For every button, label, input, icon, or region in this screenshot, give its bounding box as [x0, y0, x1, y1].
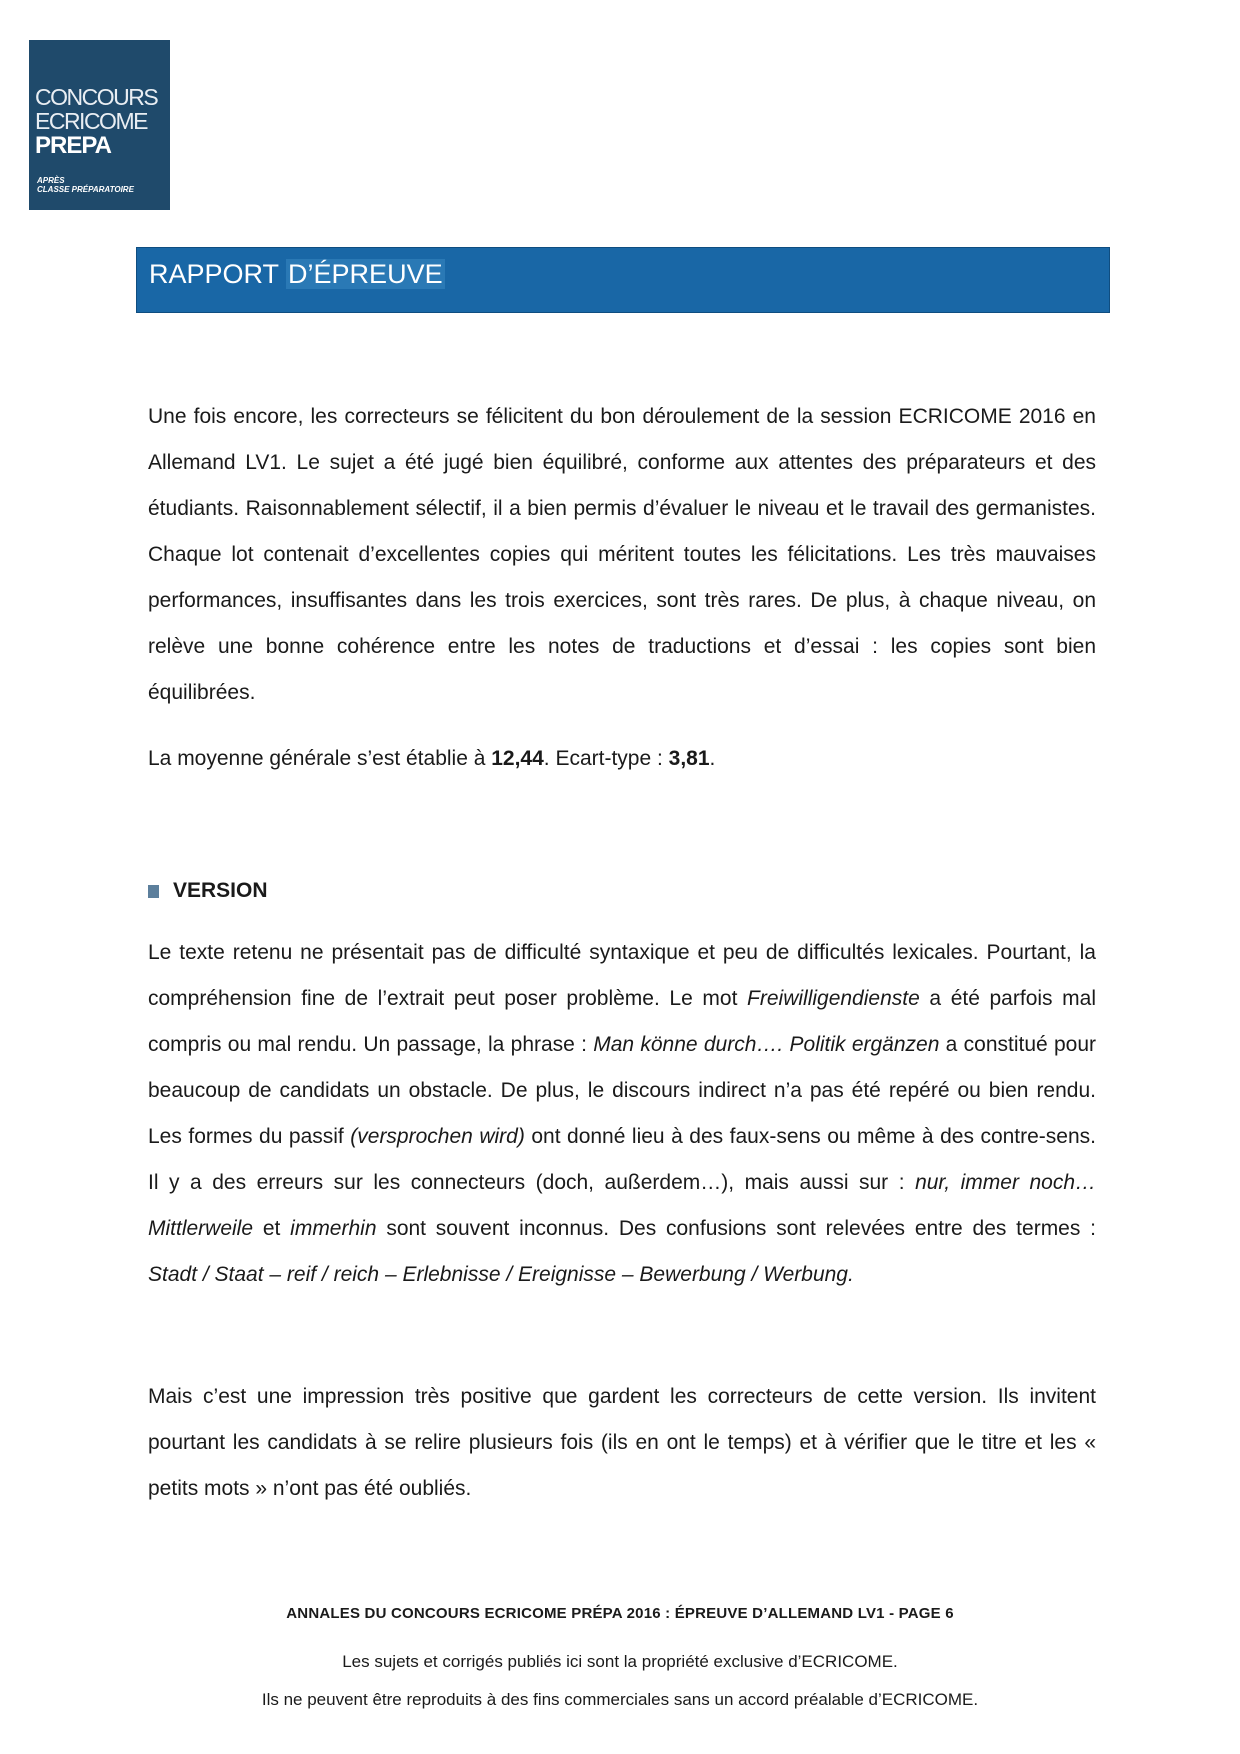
intro-paragraph: Une fois encore, les correcteurs se félicitent du bon déroulement de la session ECRICOME 2016 en Allemand LV1. Le sujet a été jugé bien équilibré, conforme aux attentes des préparateurs et des étudiants. Raisonnablement sélectif, il a bien permis d’évaluer le niveau et le travail des germanistes. Chaque lot contenait d’excellentes copies qui méritent toutes les félicitations. Les très mauvaises performances, insuffisantes dans les trois exercices, sont très rares. De plus, à chaque niveau, on relève une bonne cohérence entre les notes de traductions et d’essai : les copies sont bien équilibrées. — [148, 405, 1096, 704]
version-text-k: sont souvent inconnus. Des confusions sont relevées entre des termes : — [376, 1217, 1096, 1240]
conclusion-paragraph: Mais c’est une impression très positive que gardent les correcteurs de cette version. Ils invitent pourtant les candidats à se relire plusieurs fois (ils en ont le temps) et à vérifier que le titre et les « petits mots » n’ont pas été oubliés. — [148, 1385, 1096, 1500]
statistics-paragraph — [148, 736, 1096, 782]
section-heading-version — [148, 877, 268, 905]
footer-page-info: ANNALES DU CONCOURS ECRICOME PRÉPA 2016 : ÉPREUVE D’ALLEMAND LV1 - PAGE 6 — [286, 1605, 954, 1622]
mean-score: 12,44 — [491, 747, 544, 770]
logo-line-ecricome: ECRICOME — [35, 108, 147, 134]
version-text-c: a été parfois mal compris ou mal rendu. Un passage, la phrase : — [148, 987, 1096, 1056]
page-title — [149, 257, 445, 291]
square-bullet-icon — [148, 885, 159, 898]
footer-reproduction-notice: Ils ne peuvent être reproduits à des fins commerciales sans un accord préalable d’ECRICOME. — [261, 1690, 979, 1709]
title-part-epreuve: D’ÉPREUVE — [288, 259, 443, 289]
logo-line-prepa: PREPA — [35, 132, 111, 159]
stats-text-2: . Ecart-type : — [543, 747, 669, 770]
version-text-g: ont donné lieu à des faux-sens ou même à des contre-sens. Il y a des erreurs sur les connecteurs (doch, außerdem…), mais aussi sur : — [148, 1125, 1096, 1194]
standard-deviation: 3,81 — [668, 747, 710, 770]
version-term-freiwilligendienste: Freiwilligendienste — [747, 987, 920, 1010]
stats-text-3: . — [709, 747, 716, 770]
logo-line-concours: CONCOURS — [35, 84, 158, 110]
version-term-connecteurs: nur, immer noch… Mittlerweile — [148, 1171, 1096, 1240]
report-title-banner — [136, 247, 1110, 313]
ecricome-logo — [29, 40, 170, 210]
version-term-immerhin: immerhin — [290, 1217, 377, 1240]
version-phrase-politik: Man könne durch…. Politik ergänzen — [593, 1033, 940, 1056]
title-part-rapport: RAPPORT — [149, 259, 287, 289]
logo-line-apres: APRÈS — [37, 176, 65, 185]
version-term-confusions: Stadt / Staat – reif / reich – Erlebnisse / Ereignisse – Bewerbung / Werbung. — [148, 1263, 854, 1286]
version-term-passif: (versprochen wird) — [350, 1125, 525, 1148]
version-text-e: a constitué pour beaucoup de candidats un obstacle. De plus, le discours indirect n’a pas été repéré ou bien rendu. Les formes du passif — [148, 1033, 1097, 1148]
version-text-a: Le texte retenu ne présentait pas de difficulté syntaxique et peu de difficultés lexicales. Pourtant, la compréhension fine de l’extrait peut poser problème. Le mot — [148, 941, 1096, 1010]
footer-copyright: Les sujets et corrigés publiés ici sont la propriété exclusive d’ECRICOME. — [342, 1652, 898, 1671]
section-title: VERSION — [173, 879, 268, 902]
version-text-i: et — [253, 1217, 291, 1240]
logo-line-classe: CLASSE PRÉPARATOIRE — [37, 185, 134, 194]
version-paragraph — [148, 930, 1096, 1298]
stats-text-1: La moyenne générale s’est établie à — [148, 747, 492, 770]
